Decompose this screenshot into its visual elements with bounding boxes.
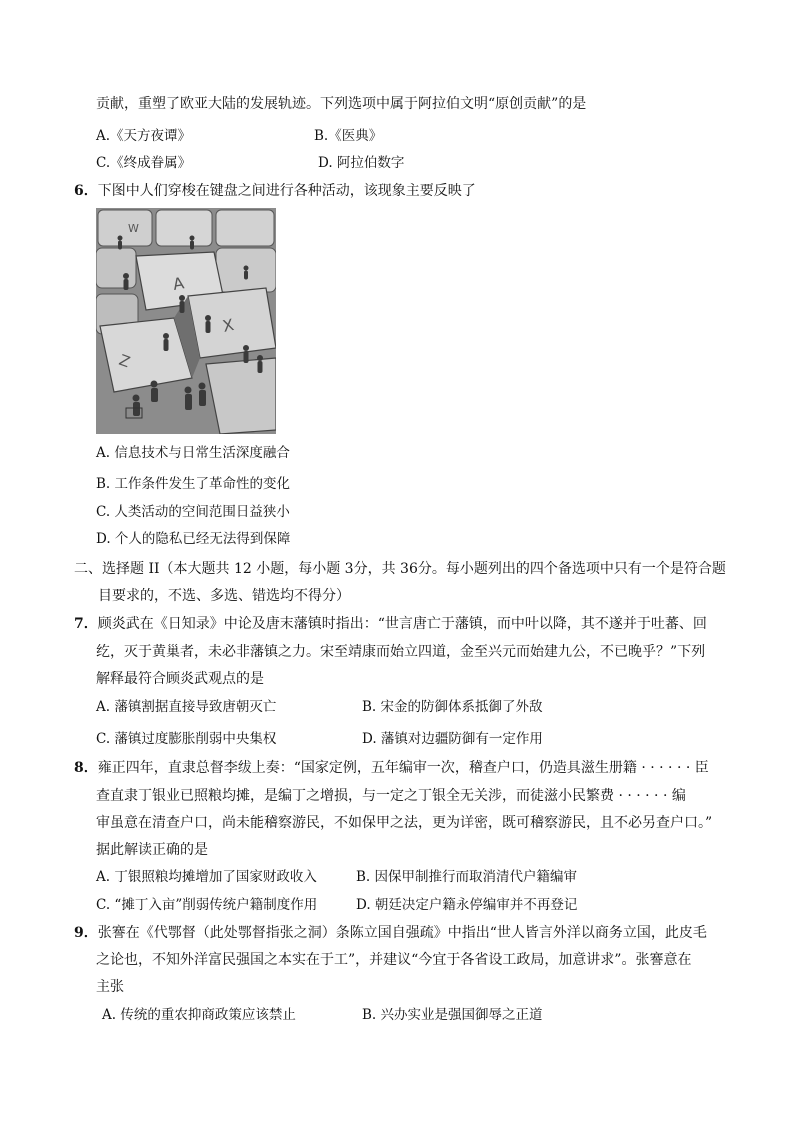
q9-stem-line1 [74,923,707,943]
q9-number: 9． [74,925,98,941]
q5-option-a[interactable]: A.《天方夜谭》 [96,128,192,144]
q7-option-c[interactable]: C. 藩镇过度膨胀削弱中央集权 [96,731,277,747]
keyboard-illustration [96,208,276,434]
q7-option-b[interactable]: B. 宋金的防御体系抵御了外敌 [362,699,543,715]
q5-option-c[interactable]: C.《终成眷属》 [96,155,192,171]
figure-key-x: X [220,315,236,336]
q7-option-a[interactable]: A. 藩镇割据直接导致唐朝灭亡 [96,699,277,715]
section-2-header-line2: 目要求的，不选、多选、错选均不得分） [98,588,350,604]
q7-number: 7． [74,616,98,632]
q6-number: 6． [74,183,98,199]
q5-stem-continuation: 贡献，重塑了欧亚大陆的发展轨迹。下列选项中属于阿拉伯文明“原创贡献”的是 [96,96,587,112]
q6-option-d[interactable]: D. 个人的隐私已经无法得到保障 [96,531,291,547]
figure-key-w: W [128,222,139,235]
q8-text-1: 雍正四年，直隶总督李绂上奏：“国家定例，五年编审一次，稽查户口，仍造具滋生册籍 · · · · · · 臣 [97,760,709,776]
q7-stem-line1 [74,614,707,634]
q6-stem-text: 下图中人们穿梭在键盘之间进行各种活动，该现象主要反映了 [97,183,476,199]
q8-option-d[interactable]: D. 朝廷决定户籍永停编审并不再登记 [356,897,578,913]
q9-stem-line2: 之论也，不知外洋富民强国之本实在于工”，并建议“今宜于各省设工政局，加意讲求”。张謇意在 [96,952,692,968]
q8-stem-line4: 据此解读正确的是 [96,842,208,858]
q8-stem-line2: 查直隶丁银业已照粮均摊，是编丁之增损，与一定之丁银全无关涉，而徒滋小民繁费 · · · · · · 编 [96,788,686,804]
q6-option-c[interactable]: C. 人类活动的空间范围日益狭小 [96,504,290,520]
section-2-header-line1: 二、选择题 II（本大题共 12 小题，每小题 3分，共 36分。每小题列出的四个备选项中只有一个是符合题 [74,561,726,577]
q5-option-d[interactable]: D. 阿拉伯数字 [318,155,405,171]
q7-option-d[interactable]: D. 藩镇对边疆防御有一定作用 [362,731,543,747]
q9-text-1: 张謇在《代鄂督（此处鄂督指张之洞）条陈立国自强疏》中指出“世人皆言外洋以商务立国，此皮毛 [97,925,707,941]
q7-text-1: 顾炎武在《日知录》中论及唐末藩镇时指出：“世言唐亡于藩镇，而中叶以降，其不遂并于吐蕃、回 [97,616,707,632]
q6-keyboard-figure [96,208,276,434]
q5-option-b[interactable]: B.《医典》 [314,128,383,144]
q8-option-b[interactable]: B. 因保甲制推行而取消清代户籍编审 [356,869,578,885]
q8-stem-line3: 审虽意在清查户口，尚未能稽察游民，不如保甲之法，更为详密，既可稽察游民，且不必另查户口。” [96,815,713,831]
q8-option-c[interactable]: C. “摊丁入亩”削弱传统户籍制度作用 [96,897,318,913]
q9-option-a[interactable]: A. 传统的重农抑商政策应该禁止 [102,1007,296,1023]
q7-stem-line3: 解释最符合顾炎武观点的是 [96,671,264,687]
q6-option-b[interactable]: B. 工作条件发生了革命性的变化 [96,476,291,492]
figure-key-z: Z [116,350,133,372]
q9-stem-line3: 主张 [96,979,124,995]
figure-key-a: A [171,273,186,294]
q8-stem-line1 [74,758,709,778]
q6-option-a[interactable]: A. 信息技术与日常生活深度融合 [96,445,290,461]
q8-number: 8． [74,760,98,776]
q7-stem-line2: 纥，灭于黄巢者，未必非藩镇之力。宋至靖康而始立四道，金至兴元而始建九公，不已晚乎？”下列 [96,644,706,660]
q9-option-b[interactable]: B. 兴办实业是强国御辱之正道 [362,1007,543,1023]
q8-option-a[interactable]: A. 丁银照粮均摊增加了国家财政收入 [96,869,317,885]
q6-stem [74,181,476,201]
